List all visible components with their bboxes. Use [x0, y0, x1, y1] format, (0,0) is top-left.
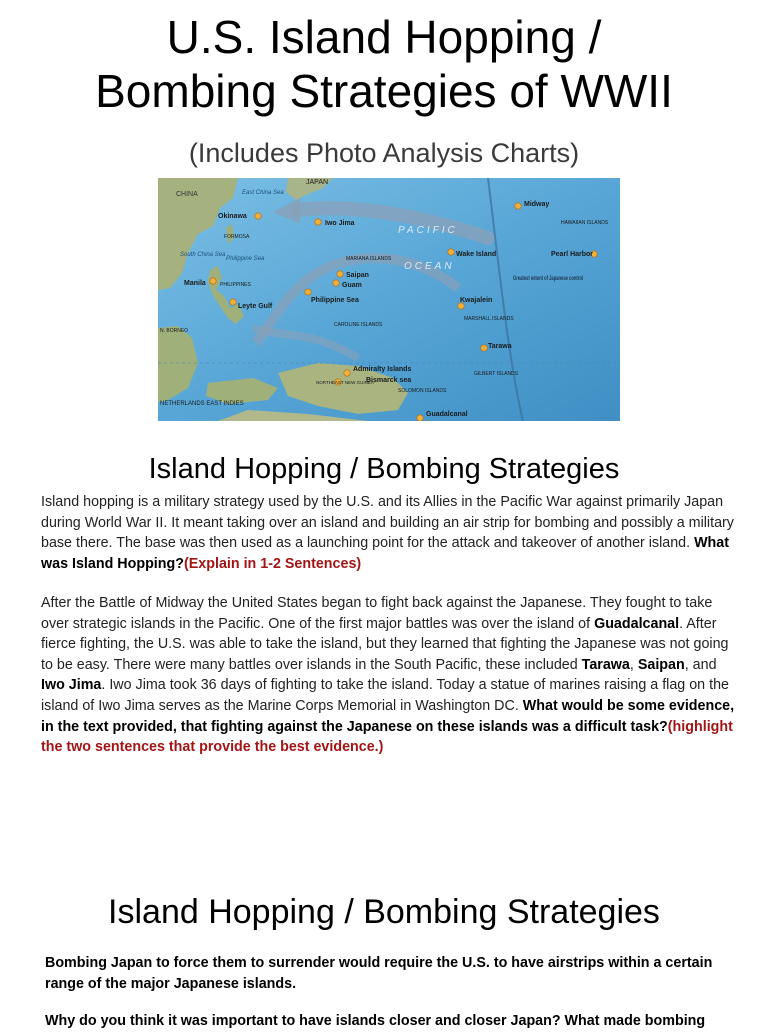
map-label-okinawa: Okinawa	[218, 213, 247, 220]
map-label-guadalcanal: Guadalcanal	[426, 411, 468, 418]
map-label-bismarck: Bismarck sea	[366, 377, 412, 384]
map-label-midway: Midway	[524, 201, 550, 208]
map-label-south-china-sea: South China Sea	[180, 252, 226, 258]
map-label-admiralty: Admiralty Islands	[353, 366, 412, 373]
map-label-netherlands: NETHERLANDS EAST INDIES	[160, 401, 244, 407]
para2-iwo-jima: Iwo Jima	[41, 677, 102, 694]
map-label-caroline: CAROLINE ISLANDS	[334, 322, 383, 328]
para2-saipan: Saipan	[637, 656, 685, 673]
para1-text: Island hopping is a military strategy used by the U.S. and its Allies in the Pacific War against primarily Japan during World War II. It meant taking over an island and building an air strip for bombing and possibly a military base there. The base was then used as a launching point for the attack and takeover of another island.	[41, 494, 734, 552]
para1-question: What was Island Hopping?	[41, 535, 730, 572]
pacific-map	[158, 178, 620, 421]
map-label-ocean: OCEAN	[404, 261, 455, 272]
para1-instruction: (Explain in 1-2 Sentences)	[183, 555, 362, 572]
map-label-philippines: PHILIPPINES	[220, 282, 251, 288]
title-line-2: Bombing Strategies of WWII	[95, 65, 673, 117]
map-label-pearl-harbor: Pearl Harbor	[551, 251, 594, 258]
map-label-guam: Guam	[342, 282, 362, 289]
map-label-saipan: Saipan	[346, 272, 369, 279]
map-label-kwajalein: Kwajalein	[460, 297, 493, 304]
map-label-mariana: MARIANA ISLANDS	[346, 256, 392, 262]
map-label-hawaiian: HAWAIIAN ISLANDS	[561, 220, 609, 226]
map-label-marshall: MARSHALL ISLANDS	[464, 316, 514, 322]
map-label-philippine-sea: Philippine Sea	[311, 297, 359, 304]
section-1-paragraph-2	[41, 593, 741, 758]
map-label-wake-island: Wake Island	[456, 251, 497, 258]
map-label-formosa: FORMOSA	[224, 234, 250, 240]
para2-text-a: After the Battle of Midway the United States began to fight back against the Japanese. They fought to take over strategic islands in the Pacific. One of the first major battles was over the island of	[41, 595, 713, 632]
para2-text-d: , and	[684, 656, 717, 673]
section-1-paragraph-1	[41, 492, 741, 574]
para2-text-e: . Iwo Jima took 36 days of fighting to take the island. Today a statue of marines raising a flag on the island of Iwo Jima serves as the Marine Corps Memorial in Washington DC.	[41, 677, 729, 714]
page-title	[0, 10, 768, 118]
section-2-title: Island Hopping / Bombing Strategies	[108, 893, 660, 931]
para2-tarawa: Tarawa	[581, 656, 630, 673]
map-label-new-guinea: NORTHEAST NEW GUINEA	[316, 380, 374, 385]
map-label-manila: Manila	[184, 280, 206, 287]
para2-instruction: (highlight the two sentences that provide the best evidence.)	[41, 718, 733, 756]
map-label-iwo-jima: Iwo Jima	[325, 220, 355, 227]
section-2-paragraph-2: Why do you think it was important to have islands closer and closer Japan? What made bombing	[45, 1013, 706, 1029]
page-subtitle: (Includes Photo Analysis Charts)	[188, 138, 580, 168]
title-line-1: U.S. Island Hopping /	[166, 11, 602, 63]
map-label-greatest-extent: Greatest extent of Japanese control	[513, 276, 584, 282]
section-2-paragraph-1: Bombing Japan to force them to surrender would require the U.S. to have airstrips within a certain range of the major Japanese islands.	[45, 955, 713, 992]
map-label-leyte-gulf: Leyte Gulf	[238, 303, 273, 310]
map-label-china: CHINA	[176, 191, 198, 198]
pacific-map-image	[158, 178, 620, 421]
map-label-tarawa: Tarawa	[488, 343, 512, 350]
para2-text-b: . After fierce fighting, the U.S. was able to take the island, but they learned that fighting the Japanese was not going to be easy. There were many battles over islands in the South Pacific, these included	[41, 615, 729, 673]
map-label-east-china-sea: East China Sea	[242, 190, 284, 196]
para2-text-c: ,	[629, 656, 638, 673]
map-label-borneo: N. BORNEO	[160, 328, 189, 334]
map-label-solomon: SOLOMON ISLANDS	[398, 388, 447, 394]
map-label-pacific: PACIFIC	[398, 225, 458, 236]
map-label-japan: JAPAN	[306, 179, 329, 186]
para2-question: What would be some evidence, in the text provided, that fighting against the Japanese on these islands was a difficult task?	[41, 697, 735, 735]
para2-guadalcanal: Guadalcanal	[594, 615, 680, 632]
section-1-title: Island Hopping / Bombing Strategies	[148, 453, 620, 485]
map-label-gilbert: GILBERT ISLANDS	[474, 371, 518, 377]
map-label-philippine-sea-region: Philippine Sea	[226, 256, 265, 262]
